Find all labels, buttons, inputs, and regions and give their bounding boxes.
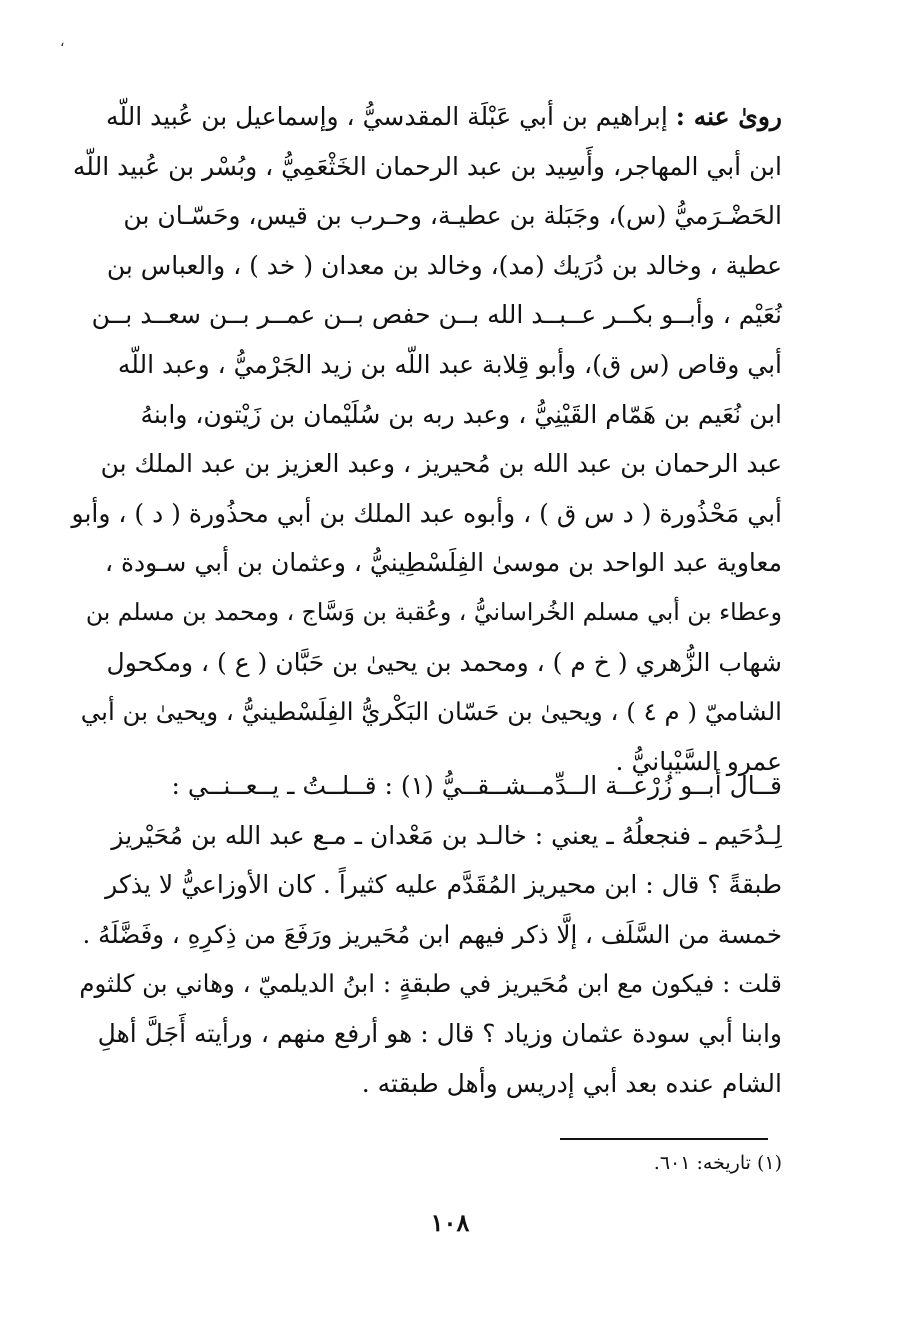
paragraph-line: عبد الرحمان بن عبد الله بن مُحيريز ، وعبد العزيز بن عبد الملك بن — [100, 449, 782, 479]
paragraph-line: روىٰ عنه : إبراهيم بن أبي عَبْلَة المقدسيُّ ، وإسماعيل بن عُبيد اللّه — [105, 102, 782, 131]
paragraph-line: طبقةً ؟ قال : ابن محيريز المُقَدَّم عليه كثيراً . كان الأوزاعيُّ لا يذكر — [105, 870, 782, 900]
paragraph-line: الشاميّ ( م ٤ ) ، ويحيىٰ بن حَسّان البَكْريُّ الفِلَسْطينيُّ ، ويحيىٰ بن أبي — [80, 697, 782, 727]
paragraph-line: نُعَيْم ، وأبــو بكــر عــبــد الله بــن حفص بــن عمــر بــن سعــد بــن — [91, 300, 782, 330]
footnote-divider — [560, 1138, 768, 1140]
footnote: (١) تاريخه: ٦٠١. — [653, 1152, 782, 1174]
paragraph-line: معاوية عبد الواحد بن موسىٰ الفِلَسْطِينيُّ ، وعثمان بن أبي سـودة ، — [104, 548, 782, 578]
stray-mark: ، — [60, 34, 65, 50]
paragraph-line: الشام عنده بعد أبي إدريس وأهل طبقته . — [361, 1068, 782, 1098]
paragraph-line: ابن أبي المهاجر، وأَسِيد بن عبد الرحمان الخَثْعَمِيُّ ، وبُسْر بن عُبيد اللّه — [72, 151, 782, 181]
paragraph-line: قلت : فيكون مع ابن مُحَيريز في طبقةٍ : ابنُ الديلميّ ، وهاني بن كلثوم — [79, 969, 782, 999]
quote-paragraph — [72, 761, 782, 1108]
paragraph-line: شهاب الزُّهري ( خ م ) ، ومحمد بن يحيىٰ بن حَبَّان ( ع ) ، ومكحول — [106, 647, 782, 677]
paragraph-line: عمرو السَّيْبانيُّ . — [615, 746, 782, 776]
paragraph-line: أبي مَحْذُورة ( د س ق ) ، وأبوه عبد الملك بن أبي محذُورة ( د ) ، وأبو — [71, 498, 782, 528]
paragraph-line: عطية ، وخالد بن دُرَيك (مد)، وخالد بن معدان ( خد ) ، والعباس بن — [106, 250, 782, 280]
paragraph-line: وابنا أبي سودة عثمان وزياد ؟ قال : هو أرفع منهم ، ورأيته أَجَلَّ أهلِ — [97, 1018, 782, 1048]
paragraph-line: ابن نُعَيم بن هَمّام القَيْنِيُّ ، وعبد ربه بن سُلَيْمان بن زَيْتون، وابنهُ — [140, 399, 782, 429]
paragraph-line: أبي وقاص (س ق)، وأبو قِلابة عبد اللّه بن زيد الجَرْميُّ ، وعبد اللّه — [117, 349, 782, 379]
paragraph-line: خمسة من السَّلَف ، إلَّا ذكر فيهم ابن مُحَيريز ورَفَعَ من ذِكرِهِ ، وفَضَّلَهُ . — [82, 919, 782, 949]
paragraph-line: لِـدُحَيم ـ فنجعلُهُ ـ يعني : خالـد بن مَعْدان ـ مـع عبد الله بن مُحَيْريز — [111, 820, 782, 850]
paragraph-line: الحَضْـرَميُّ (س)، وجَبَلة بن عطيـة، وحـرب بن قيس، وحَسّـان بن — [123, 201, 782, 231]
paragraph-line: قــال أبــو زُرْعــة الــدِّمــشــقــيُّ (١) : قــلــتُ ـ يــعــنــي : — [171, 771, 782, 800]
narrators-paragraph — [72, 92, 782, 786]
paragraph-line: وعطاء بن أبي مسلم الخُراسانيُّ ، وعُقبة بن وَسَّاج ، ومحمد بن مسلم بن — [85, 597, 782, 626]
paragraph-label: روىٰ عنه : — [675, 102, 782, 131]
page-number: ١٠٨ — [430, 1208, 470, 1237]
